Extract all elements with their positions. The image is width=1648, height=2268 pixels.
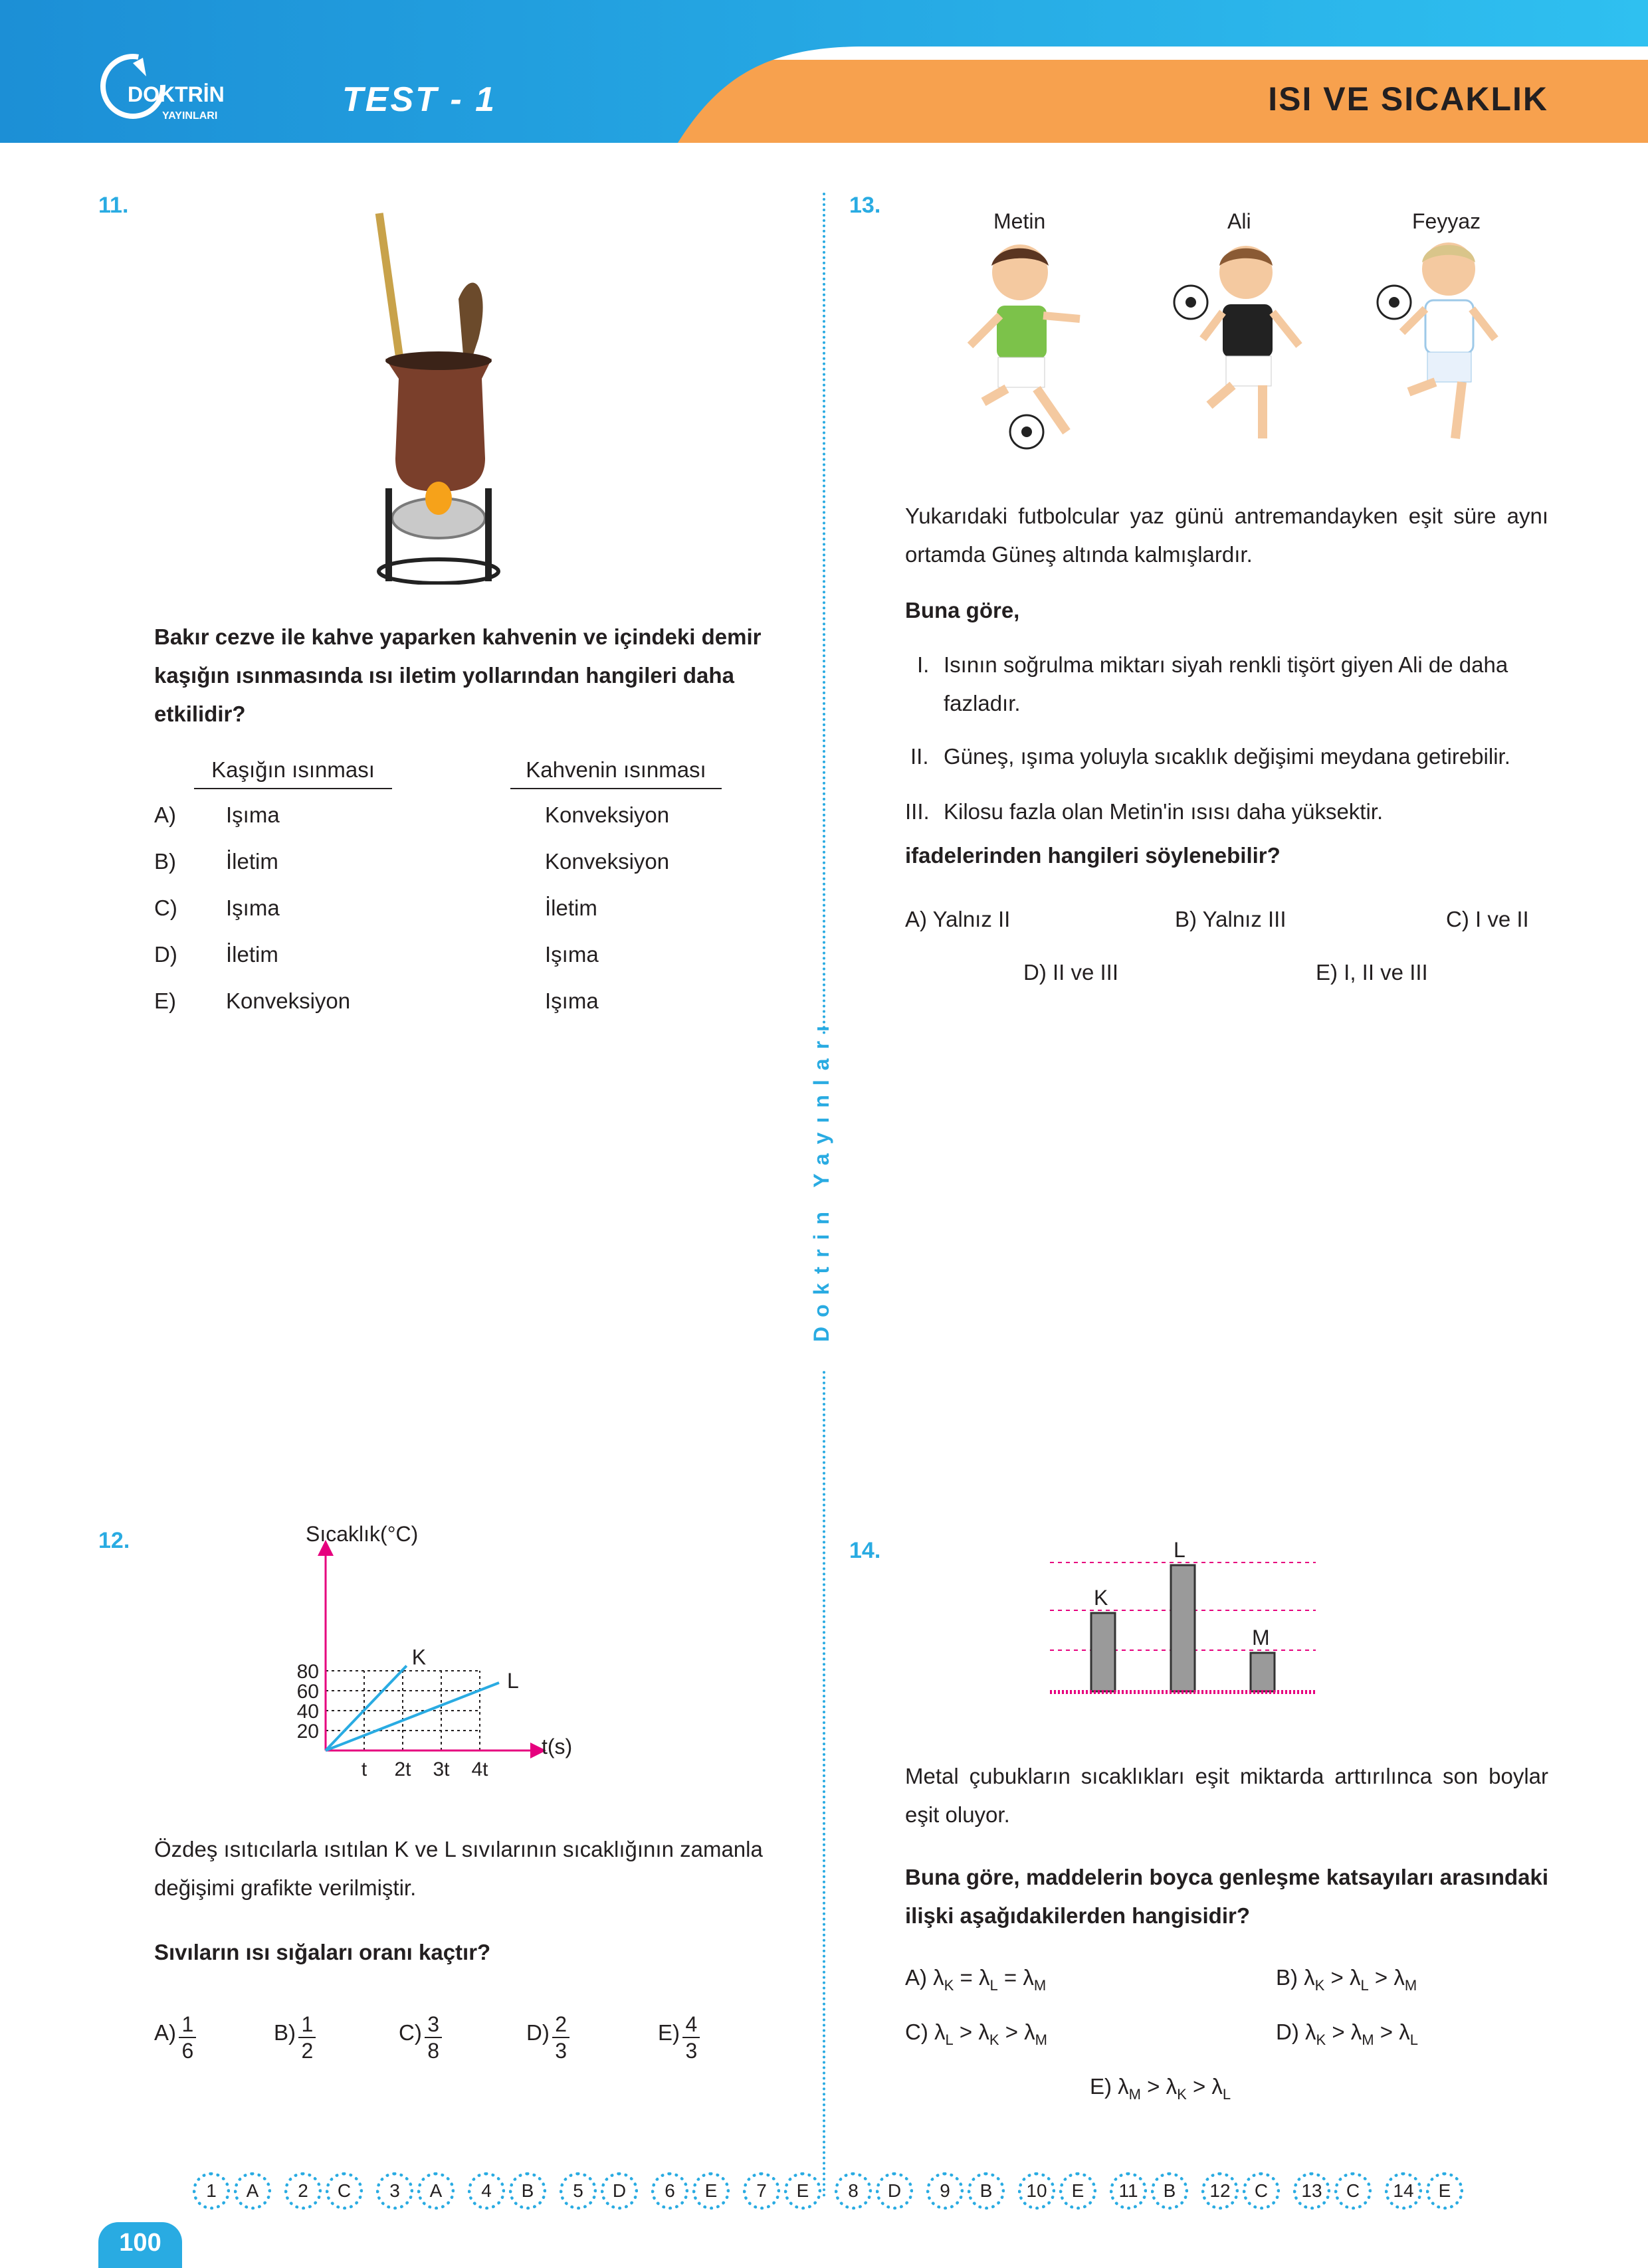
q13-question: ifadelerinden hangileri söylenebilir?: [905, 843, 1281, 868]
x-axis-label: t(s): [542, 1735, 573, 1758]
q14-number: 14.: [849, 1538, 881, 1563]
answer-key-number: 8: [835, 2172, 872, 2210]
answer-key-letter: A: [417, 2172, 455, 2210]
answer-key-number: 2: [284, 2172, 322, 2210]
q11-option-b[interactable]: [154, 849, 752, 896]
lambda-subscript: K: [1316, 2032, 1326, 2048]
series-line-l: [326, 1683, 499, 1750]
lambda-subscript: L: [945, 2032, 954, 2048]
answer-key-number: 6: [651, 2172, 688, 2210]
q11-option-spoon: Işıma: [226, 896, 280, 920]
q12-option-denominator: 6: [181, 2039, 194, 2063]
q14-option-letter: A): [905, 1965, 934, 1990]
q12-option-denominator: 3: [555, 2039, 567, 2063]
q13-statement-text: Güneş, ışıma yoluyla sıcaklık değişimi meydana getirebilir.: [944, 744, 1510, 769]
player-metin: [970, 244, 1080, 448]
player-name-ali: Ali: [1227, 209, 1251, 233]
lambda-symbol: λ: [978, 2020, 989, 2044]
player-name-metin: Metin: [993, 209, 1046, 233]
q12-option-letter: A): [154, 2020, 176, 2045]
q12-option-numerator: 3: [425, 2012, 442, 2038]
q11-options: [154, 803, 752, 1035]
q11-option-spoon: Işıma: [226, 803, 280, 827]
rods-diagram: [1043, 1535, 1322, 1694]
q14-text: Metal çubukların sıcaklıkları eşit miktarda arttırılınca son boylar eşit oluyor.: [905, 1764, 1548, 1827]
q13-number: 13.: [849, 193, 881, 218]
q13-text: Yukarıdaki futbolcular yaz günü antremandayken eşit süre aynı ortamda Güneş altında kalmışlardır.: [905, 504, 1548, 567]
q11-option-coffee: Konveksiyon: [545, 849, 670, 874]
q12-option-b[interactable]: [274, 2012, 316, 2063]
lambda-symbol: λ: [1166, 2074, 1178, 2099]
logo-brand-top: DOKTRİN: [128, 82, 225, 106]
relation-operator: >: [1324, 1965, 1350, 1990]
x-tick-label: t: [361, 1758, 367, 1780]
lambda-symbol: λ: [1349, 1965, 1361, 1990]
footballers-illustration: [944, 239, 1555, 458]
answer-key-letter: D: [601, 2172, 638, 2210]
lambda-subscript: M: [1035, 2032, 1047, 2048]
q12-option-d[interactable]: [526, 2012, 569, 2063]
lambda-subscript: L: [1360, 1977, 1369, 1994]
q12-options: [154, 2012, 752, 2071]
answer-key-number: 1: [193, 2172, 230, 2210]
q12-question: Sıvıların ısı sığaları oranı kaçtır?: [154, 1940, 491, 1964]
cezve-illustration: [359, 206, 532, 585]
answer-key-letter: E: [692, 2172, 730, 2210]
q11-option-spoon: İletim: [226, 942, 278, 967]
y-tick-label: 80: [296, 1661, 319, 1683]
lambda-subscript: L: [989, 1977, 998, 1994]
x-tick-label: 3t: [433, 1758, 450, 1780]
q11-option-e[interactable]: [154, 989, 752, 1035]
answer-key-letter: C: [1334, 2172, 1372, 2210]
q13-option-a[interactable]: A) Yalnız II: [905, 907, 1011, 931]
answer-key-letter: B: [1151, 2172, 1188, 2210]
y-axis-label: Sıcaklık(°C): [306, 1522, 419, 1546]
q11-option-coffee: İletim: [545, 896, 597, 920]
answer-key-number: 12: [1201, 2172, 1239, 2210]
q11-option-coffee: Işıma: [545, 989, 599, 1013]
relation-operator: >: [1368, 1965, 1394, 1990]
rod-label-l: L: [1174, 1538, 1185, 1562]
answer-key-number: 5: [560, 2172, 597, 2210]
side-brand: [804, 1016, 844, 1369]
q11-option-letter: B): [154, 849, 176, 874]
x-tick-label: 4t: [471, 1758, 488, 1780]
q14-option-c[interactable]: [905, 2020, 1047, 2049]
q11-option-coffee: Konveksiyon: [545, 803, 670, 827]
header-blue-wave: [0, 0, 1648, 143]
series-label-k: K: [411, 1645, 427, 1669]
relation-operator: =: [954, 1965, 979, 1990]
lambda-subscript: L: [1409, 2032, 1418, 2048]
relation-operator: =: [997, 1965, 1023, 1990]
q11-option-d[interactable]: [154, 942, 752, 989]
chart-grid: [326, 1671, 480, 1750]
series-line-k: [326, 1666, 407, 1751]
q13-option-c[interactable]: C) I ve II: [1446, 907, 1529, 931]
lambda-symbol: λ: [934, 2020, 946, 2044]
lambda-symbol: λ: [1305, 2020, 1316, 2044]
answer-key-number: 13: [1293, 2172, 1330, 2210]
q12-option-denominator: 3: [685, 2039, 698, 2063]
series-label-l: L: [507, 1669, 519, 1693]
logo-brand-bottom: YAYINLARI: [162, 110, 218, 122]
rod-k: [1091, 1613, 1115, 1691]
answer-key-letter: C: [326, 2172, 363, 2210]
player-name-feyyaz: Feyyaz: [1412, 209, 1481, 233]
q11-number: 11.: [98, 193, 129, 218]
q11-col1-header: Kaşığın ısınması: [194, 757, 392, 789]
q12-option-numerator: 1: [179, 2012, 196, 2038]
answer-key-letter: D: [876, 2172, 913, 2210]
answer-key-number: 9: [926, 2172, 964, 2210]
answer-key-letter: E: [1426, 2172, 1463, 2210]
lambda-subscript: M: [1404, 1977, 1417, 1994]
q13-statement-text: Isının soğrulma miktarı siyah renkli tişört giyen Ali de daha fazladır.: [944, 652, 1508, 715]
q11-option-spoon: Konveksiyon: [226, 989, 351, 1013]
relation-operator: >: [953, 2020, 979, 2044]
rod-label-k: K: [1094, 1586, 1108, 1610]
doktrin-logo: [93, 50, 246, 130]
answer-key-number: 7: [743, 2172, 780, 2210]
q14-option-a[interactable]: [905, 1965, 1046, 1994]
q12-chart: [272, 1521, 618, 1787]
lambda-subscript: L: [1222, 2086, 1231, 2103]
lambda-symbol: λ: [1399, 2020, 1410, 2044]
y-tick-label: 60: [296, 1681, 319, 1703]
q11-option-letter: C): [154, 896, 177, 920]
q11-question: Bakır cezve ile kahve yaparken kahvenin ve içindeki demir kaşığın ısınmasında ısı iletim yollarından hangileri daha etkilidir?: [154, 624, 762, 726]
answer-key-number: 10: [1018, 2172, 1055, 2210]
answer-key-letter: E: [784, 2172, 821, 2210]
lambda-symbol: λ: [1304, 1965, 1315, 1990]
q14-option-letter: E): [1090, 2074, 1118, 2099]
lambda-symbol: λ: [1393, 1965, 1405, 1990]
lambda-subscript: M: [1033, 1977, 1047, 1994]
q12-option-numerator: 4: [682, 2012, 700, 2038]
rod-label-m: M: [1252, 1626, 1270, 1650]
relation-operator: >: [1326, 2020, 1351, 2044]
page-number: 100: [119, 2229, 161, 2257]
relation-operator: >: [1141, 2074, 1166, 2099]
q13-option-d[interactable]: D) II ve III: [1023, 960, 1119, 985]
q14-option-letter: C): [905, 2020, 934, 2044]
q13-option-e[interactable]: E) I, II ve III: [1316, 960, 1428, 985]
q12-option-letter: E): [658, 2020, 680, 2045]
q12-option-letter: D): [526, 2020, 550, 2045]
lambda-symbol: λ: [933, 1965, 944, 1990]
lambda-subscript: K: [989, 2032, 999, 2048]
q13-statement-num: II.: [910, 744, 929, 769]
test-title: TEST - 1: [342, 80, 497, 119]
q11-option-c[interactable]: [154, 896, 752, 942]
answer-key-letter: A: [234, 2172, 271, 2210]
q12-number: 12.: [98, 1528, 130, 1553]
relation-operator: >: [999, 2020, 1025, 2044]
q13-lead: Buna göre,: [905, 598, 1020, 622]
q11-option-coffee: Işıma: [545, 942, 599, 967]
q14-option-b[interactable]: [1276, 1965, 1417, 1994]
q14-option-letter: D): [1276, 2020, 1305, 2044]
answer-key-number: 14: [1385, 2172, 1422, 2210]
answer-key-number: 3: [376, 2172, 413, 2210]
q14-question: Buna göre, maddelerin boyca genleşme katsayıları arasındaki ilişki aşağıdakilerden hangisidir?: [905, 1865, 1548, 1928]
side-brand-text: Doktrin Yayınları: [809, 1016, 833, 1342]
q12-option-e[interactable]: [658, 2012, 700, 2063]
lambda-symbol: λ: [1024, 2020, 1035, 2044]
q12-text: Özdeş ısıtıcılarla ısıtılan K ve L sıvılarının sıcaklığının zamanla değişimi grafikte verilmiştir.: [154, 1837, 763, 1900]
q14-option-letter: B): [1276, 1965, 1304, 1990]
q14-option-d[interactable]: [1276, 2020, 1418, 2049]
q12-option-numerator: 1: [298, 2012, 316, 2038]
q11-option-letter: A): [154, 803, 176, 827]
answer-key-number: 4: [468, 2172, 505, 2210]
answer-key-letter: B: [509, 2172, 546, 2210]
y-tick-label: 40: [296, 1701, 319, 1723]
y-tick-label: 20: [296, 1721, 319, 1743]
q12-option-letter: C): [399, 2020, 422, 2045]
q13-statement-text: Kilosu fazla olan Metin'in ısısı daha yüksektir.: [944, 799, 1384, 824]
q14-option-e[interactable]: [1090, 2074, 1231, 2103]
answer-key-letter: B: [968, 2172, 1005, 2210]
q11-option-a[interactable]: [154, 803, 752, 849]
q12-option-c[interactable]: [399, 2012, 442, 2063]
q13-statement-num: III.: [905, 799, 930, 824]
q13-option-b[interactable]: B) Yalnız III: [1175, 907, 1287, 931]
relation-operator: >: [1374, 2020, 1399, 2044]
lambda-symbol: λ: [978, 1965, 990, 1990]
q11-col2-header: Kahvenin ısınması: [510, 757, 722, 789]
page-topic: ISI VE SICAKLIK: [1268, 80, 1548, 118]
x-tick-label: 2t: [394, 1758, 411, 1780]
player-feyyaz: [1378, 242, 1495, 438]
lambda-symbol: λ: [1211, 2074, 1223, 2099]
lambda-subscript: M: [1128, 2086, 1141, 2103]
answer-key-letter: C: [1243, 2172, 1280, 2210]
q11-option-spoon: İletim: [226, 849, 278, 874]
answer-key-letter: E: [1059, 2172, 1096, 2210]
q12-option-a[interactable]: [154, 2012, 196, 2063]
lambda-subscript: K: [1177, 2086, 1187, 2103]
lambda-subscript: K: [1314, 1977, 1325, 1994]
q12-option-denominator: 2: [301, 2039, 314, 2063]
lambda-symbol: λ: [1118, 2074, 1129, 2099]
q12-option-denominator: 8: [427, 2039, 440, 2063]
q13-statement-num: I.: [917, 652, 930, 677]
q11-option-letter: E): [154, 989, 176, 1013]
answer-key-number: 11: [1110, 2172, 1147, 2210]
rod-m: [1251, 1653, 1275, 1691]
relation-operator: >: [1186, 2074, 1212, 2099]
lambda-symbol: λ: [1023, 1965, 1034, 1990]
rod-l: [1171, 1565, 1195, 1691]
player-ali: [1174, 246, 1299, 438]
q11-option-letter: D): [154, 942, 177, 967]
q12-option-numerator: 2: [552, 2012, 569, 2038]
lambda-subscript: K: [944, 1977, 954, 1994]
lambda-symbol: λ: [1350, 2020, 1362, 2044]
lambda-subscript: M: [1362, 2032, 1374, 2048]
q12-option-letter: B): [274, 2020, 296, 2045]
